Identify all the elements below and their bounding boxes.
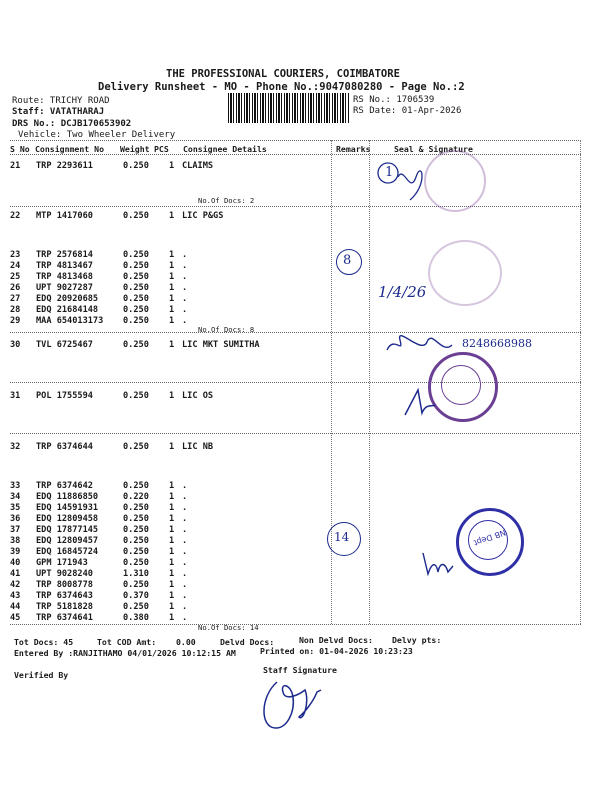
group-rule	[10, 332, 581, 333]
handwritten-count: 8	[343, 253, 352, 268]
col-sno: S No	[10, 144, 30, 154]
non-delivered-docs: Non Delvd Docs:	[299, 635, 373, 645]
delivered-docs: Delvd Docs:	[220, 637, 275, 647]
table-bottom-rule	[10, 624, 581, 625]
page-title: Delivery Runsheet - MO - Phone No.:9047080280 - Page No.:2	[98, 81, 465, 93]
faded-seal-stamp	[424, 150, 486, 212]
total-cod-amount: 0.00	[176, 637, 196, 647]
drs-number: DRS No.: DCJB170653902	[12, 119, 132, 129]
table-header-rule	[10, 154, 581, 155]
rs-number: RS No.: 1706539	[353, 95, 435, 105]
barcode-image	[228, 93, 350, 123]
rs-date: RS Date: 01-Apr-2026	[353, 106, 462, 116]
signature-scribble	[400, 385, 440, 420]
col-pcs: PCS	[154, 144, 169, 154]
col-remarks: Remarks	[336, 144, 371, 154]
col-weight: Weight	[120, 144, 150, 154]
col-seal: Seal & Signature	[394, 144, 473, 154]
doc-count: No.Of Docs: 8	[198, 325, 255, 334]
table-top-rule	[10, 140, 581, 141]
company-title: THE PROFESSIONAL COURIERS, COIMBATORE	[166, 68, 400, 80]
route-text: Route: TRICHY ROAD	[12, 96, 110, 106]
staff-signature-scribble	[255, 672, 335, 734]
handwritten-count: 14	[334, 530, 350, 544]
faded-seal-stamp	[428, 240, 502, 306]
vehicle-text: Vehicle: Two Wheeler Delivery	[18, 130, 176, 140]
handwritten-date: 1/4/26	[378, 283, 427, 301]
col-consignee: Consignee Details	[183, 144, 267, 154]
total-docs: Tot Docs: 45	[14, 637, 74, 647]
handwritten-phone: 8248668988	[462, 337, 532, 350]
doc-count: No.Of Docs: 2	[198, 196, 255, 205]
col-consignment: Consignment No	[35, 144, 105, 154]
group-rule	[10, 206, 581, 207]
doc-count: No.Of Docs: 14	[198, 623, 259, 632]
verified-by: Verified By	[14, 670, 69, 680]
entered-by: Entered By :RANJITHAMO 04/01/2026 10:12:15 AM	[14, 648, 236, 658]
staff-signature-label: Staff Signature	[263, 665, 337, 675]
staff-text: Staff: VATATHARAJ	[12, 107, 105, 117]
signature-scribble	[420, 548, 456, 578]
group-rule	[10, 433, 581, 434]
delivery-points: Delvy pts:	[392, 635, 442, 645]
nb-dept-stamp: NB Dept	[456, 508, 524, 576]
printed-on: Printed on: 01-04-2026 10:23:23	[260, 646, 413, 656]
handwritten-count: 1	[385, 165, 394, 180]
total-cod-label: Tot COD Amt:	[97, 637, 157, 647]
